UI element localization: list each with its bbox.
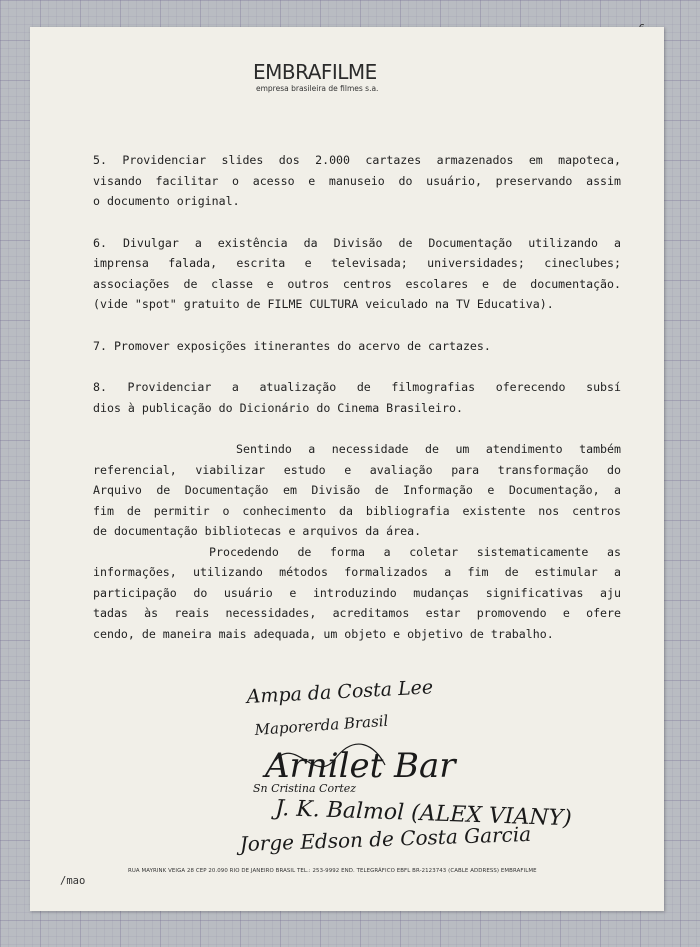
signature-line-5: J. K. Balmol (ALEX VIANY) xyxy=(274,796,573,832)
item-8-line: 8. Providenciar a atualização de filmografias oferecendo subsí xyxy=(93,380,621,394)
paragraph-2-line: informações, utilizando métodos formalizados a fim de estimular a xyxy=(93,565,621,579)
paragraph-2-line: tadas às reais necessidades, acreditamos estar promovendo e ofere xyxy=(93,606,621,620)
handwritten-signatures xyxy=(235,675,665,860)
item-6-line: (vide "spot" gratuito de FILME CULTURA veiculado na TV Educativa). xyxy=(93,297,554,311)
signature-line-6: Jorge Edson de Costa Garcia xyxy=(239,821,532,856)
signature-line-1: Ampa da Costa Lee xyxy=(246,676,434,708)
paragraph-1-line: fim de permitir o conhecimento da bibliografia existente nos centros xyxy=(93,503,621,518)
item-7-line: 7. Promover exposições itinerantes do acervo de cartazes. xyxy=(93,338,491,353)
document-body xyxy=(93,150,621,644)
signature-line-2: Maporerda Brasil xyxy=(254,711,389,739)
brand-subtitle: empresa brasileira de filmes s.a. xyxy=(256,84,379,93)
paragraph-2-line: Procedendo de forma a coletar sistematicamente as xyxy=(209,544,621,559)
item-8-line: dios à publicação do Dicionário do Cinema Brasileiro. xyxy=(93,400,463,415)
item-5-line: o documento original. xyxy=(93,194,240,208)
letterhead-footer-address: RUA MAYRINK VEIGA 28 CEP 20.090 RIO DE JANEIRO BRASIL TEL.: 253-9992 END. TELEGRÁFICO EBFL BR-2123743 (CABLE ADDRESS) EMBRAFILME xyxy=(128,868,537,874)
paragraph-1-line: de documentação bibliotecas e arquivos da área. xyxy=(93,524,422,538)
typist-initials: /mao xyxy=(60,875,86,887)
signature-line-4: Sn Cristina Cortez xyxy=(253,782,357,795)
paragraph-1-line: Sentindo a necessidade de um atendimento também xyxy=(236,442,621,456)
paragraph-1-line: Arquivo de Documentação em Divisão de Informação e Documentação, a xyxy=(93,483,621,497)
item-6-line: 6. Divulgar a existência da Divisão de Documentação utilizando a xyxy=(93,235,621,250)
paragraph-1-line: referencial, viabilizar estudo e avaliação para transformação do xyxy=(93,462,621,477)
signature-line-3: Arnilet Bar xyxy=(265,746,456,786)
item-5-line: 5. Providenciar slides dos 2.000 cartazes armazenados em mapoteca, xyxy=(93,153,621,167)
brand-name: EMBRAFILME xyxy=(253,60,377,84)
item-6-line: associações de classe e outros centros escolares e de documentação. xyxy=(93,276,621,291)
paragraph-2-line: participação do usuário e introduzindo mudanças significativas aju xyxy=(93,585,621,600)
item-5-line: visando facilitar o acesso e manuseio do usuário, preservando assim xyxy=(93,173,621,188)
paragraph-2-line: cendo, de maneira mais adequada, um objeto e objetivo de trabalho. xyxy=(93,626,554,641)
item-6-line: imprensa falada, escrita e televisada; universidades; cineclubes; xyxy=(93,256,621,270)
letterhead xyxy=(253,61,433,93)
